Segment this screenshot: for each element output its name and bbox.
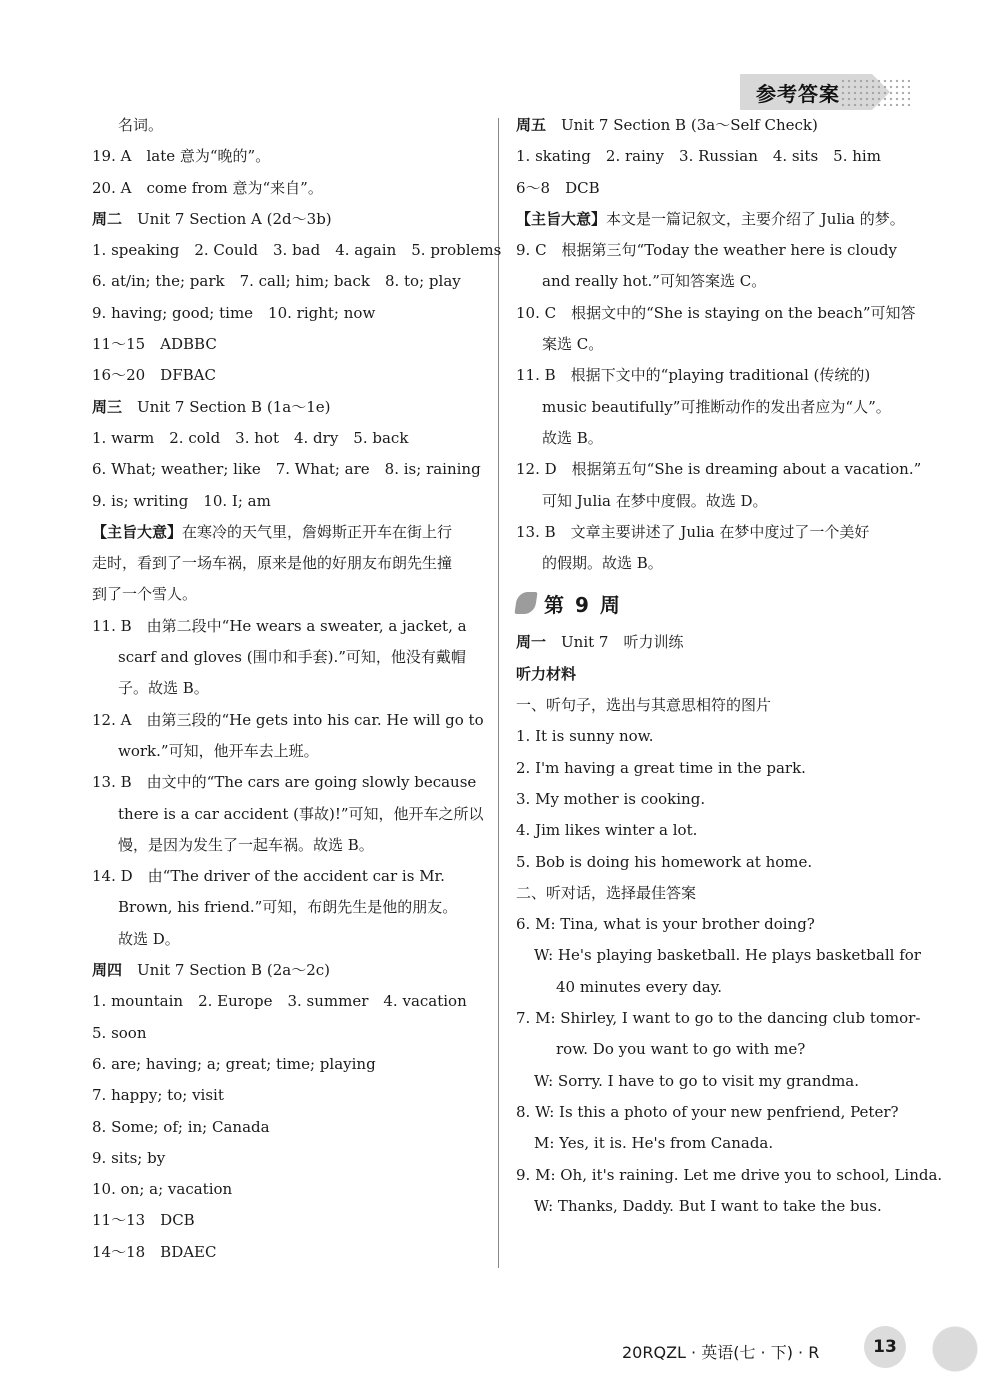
line-text: 1. skating 2. rainy 3. Russian 4. sits 5. him xyxy=(516,147,881,166)
line-text: 到了一个雪人。 xyxy=(92,585,198,604)
text-line xyxy=(92,1205,487,1236)
line-text: 9. is; writing 10. I; am xyxy=(92,491,271,510)
line-text: 12. A 由第三段的“He gets into his car. He will go to xyxy=(92,710,484,729)
text-line xyxy=(92,861,487,892)
line-text: 的假期。故选 B。 xyxy=(542,554,663,573)
line-text: 40 minutes every day. xyxy=(556,977,723,996)
text-line xyxy=(516,423,911,454)
text-line xyxy=(92,830,487,861)
text-line xyxy=(92,141,487,172)
text-line xyxy=(92,1018,487,1049)
text-line xyxy=(516,847,911,878)
text-line xyxy=(92,642,487,673)
line-text: 11～13 DCB xyxy=(92,1211,195,1230)
line-text: work.”可知，他开车去上班。 xyxy=(118,741,319,760)
line-text: 8. Some; of; in; Canada xyxy=(92,1117,270,1136)
text-line xyxy=(92,955,487,986)
line-text: 听力材料 xyxy=(516,664,577,683)
text-line xyxy=(516,1191,911,1222)
line-text: 10. on; a; vacation xyxy=(92,1180,233,1199)
text-line xyxy=(516,1097,911,1128)
badge-label: 参考答案 xyxy=(756,82,840,106)
text-line xyxy=(92,767,487,798)
line-text: 在寒冷的天气里，詹姆斯正开车在街上行 xyxy=(182,522,453,541)
line-text: 案选 C。 xyxy=(542,335,604,354)
left-column xyxy=(92,110,502,1268)
text-line xyxy=(92,266,487,297)
line-text: 20. A come from 意为“来自”。 xyxy=(92,178,323,197)
line-text: 9. C 根据第三句“Today the weather here is cloudy xyxy=(516,241,897,260)
text-line xyxy=(92,799,487,830)
right-top-section xyxy=(516,110,922,579)
line-text: 10. C 根据文中的“She is staying on the beach”可知答 xyxy=(516,303,916,322)
text-line xyxy=(92,1049,487,1080)
text-line xyxy=(92,579,487,610)
line-text: 9. sits; by xyxy=(92,1148,166,1167)
week-title: 第 9 周 xyxy=(544,592,622,617)
line-text: 13. B 由文中的“The cars are going slowly because xyxy=(92,773,477,792)
line-text: 1. It is sunny now. xyxy=(516,727,654,746)
line-text: 16～20 DFBAC xyxy=(92,366,216,385)
text-line xyxy=(92,1143,487,1174)
text-line xyxy=(516,940,921,971)
text-line xyxy=(92,298,487,329)
right-bottom-section xyxy=(516,627,943,1222)
summary-label: 【主旨大意】 xyxy=(92,522,183,541)
line-text: 名词。 xyxy=(118,116,164,134)
column-divider xyxy=(498,118,499,1268)
text-line xyxy=(92,611,487,642)
text-line xyxy=(516,266,911,297)
line-text: 14～18 BDAEC xyxy=(92,1242,217,1261)
line-text: 故选 D。 xyxy=(118,929,180,948)
text-line xyxy=(92,892,487,923)
day-label: 周三 xyxy=(92,397,123,416)
text-line xyxy=(516,721,911,752)
text-line xyxy=(516,659,911,690)
day-label: 周四 xyxy=(92,961,123,980)
line-text: scarf and gloves (围巾和手套).”可知，他没有戴帽 xyxy=(118,648,466,667)
line-text: 6. M: Tina, what is your brother doing? xyxy=(516,915,815,934)
text-line xyxy=(92,1174,487,1205)
text-line xyxy=(92,673,487,704)
line-text: 6. at/in; the; park 7. call; him; back 8. to; play xyxy=(92,272,461,291)
line-text: 7. happy; to; visit xyxy=(92,1086,224,1105)
text-line xyxy=(92,986,487,1017)
line-text: 1. speaking 2. Could 3. bad 4. again 5. problems xyxy=(92,241,502,260)
line-text: 一、听句子，选出与其意思相符的图片 xyxy=(516,696,772,715)
text-line xyxy=(516,1003,921,1034)
line-text: 14. D 由“The driver of the accident car is Mr. xyxy=(92,867,445,886)
text-line xyxy=(92,517,487,548)
line-text: 子。故选 B。 xyxy=(118,679,209,698)
text-line xyxy=(92,924,487,955)
text-line xyxy=(516,392,911,423)
line-text: 8. W: Is this a photo of your new penfriend, Peter? xyxy=(516,1102,899,1121)
text-line xyxy=(516,548,911,579)
line-text: Unit 7 Section B (3a～Self Check) xyxy=(546,116,818,134)
text-line xyxy=(92,360,487,391)
summary-label: 【主旨大意】 xyxy=(516,209,607,228)
text-line xyxy=(516,298,916,329)
line-text: 故选 B。 xyxy=(542,428,603,447)
text-line xyxy=(92,454,487,485)
text-line xyxy=(92,392,487,423)
line-text: W: He's playing basketball. He plays basketball for xyxy=(534,946,921,965)
line-text: 6. are; having; a; great; time; playing xyxy=(92,1054,376,1073)
line-text: 9. having; good; time 10. right; now xyxy=(92,303,376,322)
text-line xyxy=(516,329,911,360)
line-text: 6～8 DCB xyxy=(516,178,600,197)
line-text: 2. I'm having a great time in the park. xyxy=(516,758,806,777)
text-line xyxy=(92,110,487,141)
line-text: 二、听对话，选择最佳答案 xyxy=(516,883,697,902)
text-line xyxy=(516,972,911,1003)
line-text: 7. M: Shirley, I want to go to the dancing club tomor- xyxy=(516,1009,921,1028)
text-line xyxy=(92,1080,487,1111)
line-text: 12. D 根据第五句“She is dreaming about a vacation.” xyxy=(516,460,922,479)
line-text: 5. Bob is doing his homework at home. xyxy=(516,852,813,871)
line-text: row. Do you want to go with me? xyxy=(556,1040,806,1059)
text-line xyxy=(516,1128,911,1159)
text-line xyxy=(516,878,911,909)
footer-code: 20RQZL · 英语(七 · 下) · R xyxy=(622,1343,820,1362)
text-line xyxy=(92,736,487,767)
line-text: 9. M: Oh, it's raining. Let me drive you to school, Linda. xyxy=(516,1165,943,1184)
text-line xyxy=(516,486,911,517)
line-text: 19. A late 意为“晚的”。 xyxy=(92,147,271,166)
line-text: music beautifully”可推断动作的发出者应为“人”。 xyxy=(542,397,891,416)
text-line xyxy=(92,173,487,204)
text-line xyxy=(516,235,911,266)
text-line xyxy=(92,235,502,266)
text-line xyxy=(516,1160,943,1191)
line-text: 11. B 根据下文中的“playing traditional (传统的) xyxy=(516,366,871,385)
text-line xyxy=(516,753,911,784)
line-text: Unit 7 Section A (2d～3b) xyxy=(122,209,332,228)
text-line xyxy=(516,204,911,235)
line-text: there is a car accident (事故)!”可知，他开车之所以 xyxy=(118,804,484,823)
week-heading xyxy=(516,581,911,625)
day-label: 周一 xyxy=(516,633,547,652)
line-text: 11. B 由第二段中“He wears a sweater, a jacket, a xyxy=(92,616,467,635)
line-text: 5. soon xyxy=(92,1023,147,1042)
line-text: M: Yes, it is. He's from Canada. xyxy=(534,1134,774,1153)
line-text: 1. mountain 2. Europe 3. summer 4. vacation xyxy=(92,992,467,1011)
line-text: 1. warm 2. cold 3. hot 4. dry 5. back xyxy=(92,428,409,447)
line-text: 可知 Julia 在梦中度假。故选 D。 xyxy=(542,491,768,510)
leaf-icon xyxy=(514,592,537,614)
line-text: 13. B 文章主要讲述了 Julia 在梦中度过了一个美好 xyxy=(516,522,870,541)
line-text: 走时，看到了一场车祸，原来是他的好朋友布朗先生撞 xyxy=(92,554,453,573)
line-text: 本文是一篇记叙文，主要介绍了 Julia 的梦。 xyxy=(606,209,905,228)
text-line xyxy=(92,204,487,235)
text-line xyxy=(516,110,911,141)
text-line xyxy=(516,909,911,940)
line-text: 11～15 ADBBC xyxy=(92,335,217,354)
text-line xyxy=(516,454,922,485)
text-line xyxy=(516,1034,911,1065)
line-text: 3. My mother is cooking. xyxy=(516,789,706,808)
line-text: Brown, his friend.”可知，布朗先生是他的朋友。 xyxy=(118,898,458,917)
line-text: 4. Jim likes winter a lot. xyxy=(516,821,698,840)
day-label: 周二 xyxy=(92,209,123,228)
day-label: 周五 xyxy=(516,116,547,134)
text-line xyxy=(516,141,911,172)
line-text: Unit 7 Section B (2a～2c) xyxy=(122,961,330,980)
text-line xyxy=(92,705,487,736)
line-text: 6. What; weather; like 7. What; are 8. is; raining xyxy=(92,460,481,479)
text-line xyxy=(92,1112,487,1143)
text-line xyxy=(516,815,911,846)
text-line xyxy=(92,423,487,454)
text-line xyxy=(516,517,911,548)
text-line xyxy=(92,1237,487,1268)
line-text: Unit 7 听力训练 xyxy=(546,633,684,652)
line-text: W: Sorry. I have to go to visit my grandma. xyxy=(534,1071,860,1090)
text-line xyxy=(516,627,911,658)
line-text: and really hot.”可知答案选 C。 xyxy=(542,272,767,291)
text-line xyxy=(92,486,487,517)
line-text: 慢，是因为发生了一起车祸。故选 B。 xyxy=(118,835,374,854)
watermark-logo xyxy=(920,1325,990,1385)
text-line xyxy=(516,173,911,204)
text-line xyxy=(92,548,487,579)
text-line xyxy=(516,784,911,815)
text-line xyxy=(92,329,487,360)
line-text: Unit 7 Section B (1a～1e) xyxy=(122,397,331,416)
line-text: W: Thanks, Daddy. But I want to take the bus. xyxy=(534,1196,882,1215)
right-column xyxy=(516,110,943,1222)
text-line xyxy=(516,690,911,721)
answer-key-badge xyxy=(740,74,910,110)
text-line xyxy=(516,1066,911,1097)
page-number: 13 xyxy=(864,1326,906,1368)
text-line xyxy=(516,360,911,391)
